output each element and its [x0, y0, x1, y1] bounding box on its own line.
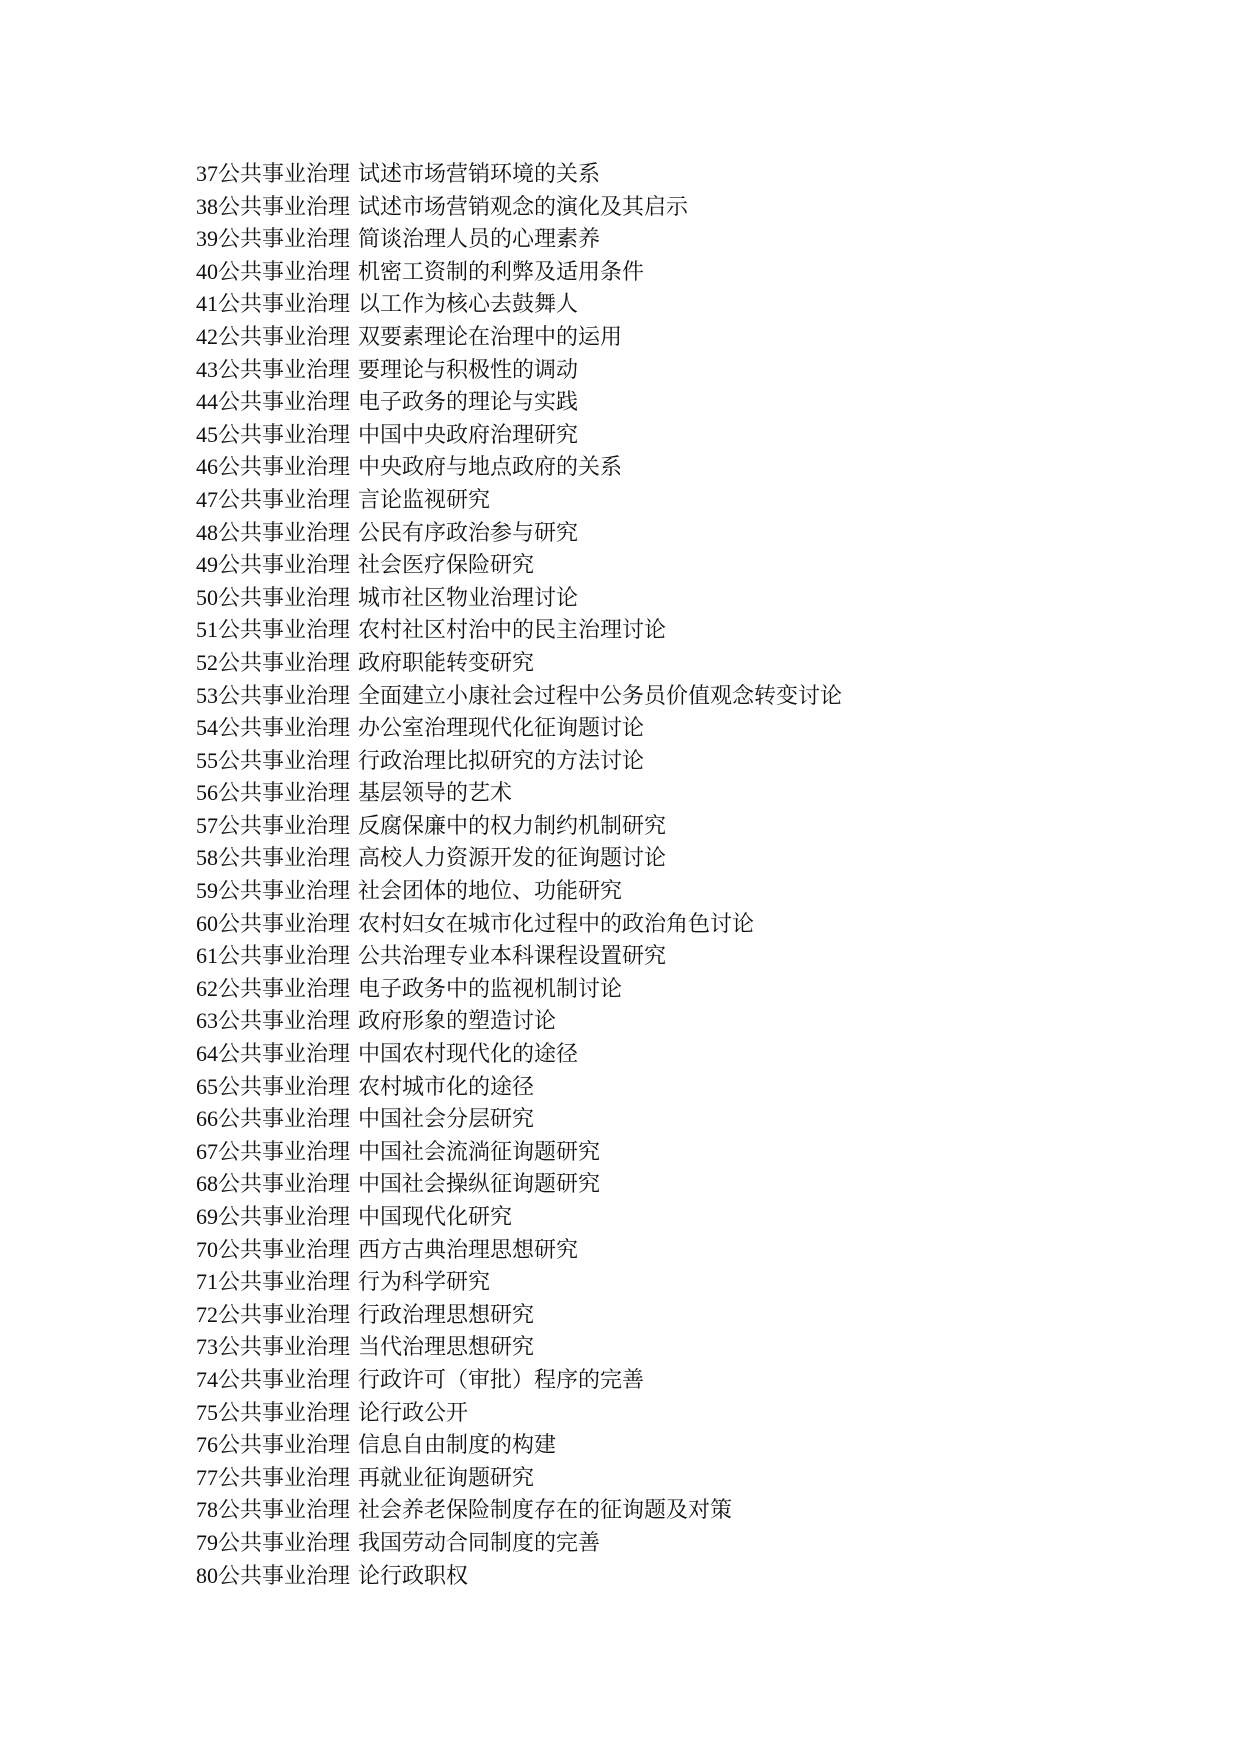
topic-title: 社会养老保险制度存在的征询题及对策 [358, 1498, 733, 1524]
topic-title: 中国中央政府治理研究 [358, 422, 579, 448]
list-item [196, 777, 842, 810]
topic-title: 行为科学研究 [358, 1270, 491, 1296]
topic-category: 公共事业治理 [218, 487, 351, 513]
topic-category: 公共事业治理 [218, 716, 351, 742]
list-item [196, 451, 842, 484]
topic-number: 59 [196, 878, 218, 904]
topic-title: 试述市场营销观念的演化及其启示 [358, 194, 689, 220]
topic-number: 44 [196, 389, 218, 415]
topic-number: 42 [196, 323, 218, 349]
topic-category: 公共事业治理 [218, 422, 351, 448]
topic-category: 公共事业治理 [218, 879, 351, 905]
topic-title: 再就业征询题研究 [358, 1465, 535, 1491]
topic-number: 49 [196, 552, 218, 578]
topic-number: 61 [196, 943, 218, 969]
topic-title: 中国社会流淌征询题研究 [358, 1139, 601, 1165]
topic-number: 67 [196, 1138, 218, 1164]
topic-category: 公共事业治理 [218, 781, 351, 807]
topic-title: 公民有序政治参与研究 [358, 520, 579, 546]
topic-category: 公共事业治理 [218, 1205, 351, 1230]
topic-number: 52 [196, 649, 218, 675]
topic-number: 55 [196, 747, 218, 773]
list-item [196, 1071, 842, 1104]
list-item [196, 321, 842, 354]
list-item [196, 1364, 842, 1397]
topic-title: 反腐保廉中的权力制约机制研究 [358, 813, 667, 839]
topic-title: 基层领导的艺术 [358, 781, 513, 807]
topic-number: 60 [196, 910, 218, 936]
topic-number: 76 [196, 1432, 218, 1458]
topic-number: 63 [196, 1008, 218, 1034]
topic-title: 全面建立小康社会过程中公务员价值观念转变讨论 [358, 683, 843, 709]
list-item [196, 158, 842, 191]
list-item [196, 1038, 842, 1071]
topic-category: 公共事业治理 [218, 618, 351, 644]
topic-category: 公共事业治理 [218, 944, 351, 970]
list-item [196, 875, 842, 908]
topic-category: 公共事业治理 [218, 911, 351, 937]
topic-number: 40 [196, 258, 218, 284]
topic-category: 公共事业治理 [218, 1237, 351, 1263]
list-item [196, 1136, 842, 1169]
topic-number: 54 [196, 715, 218, 741]
topic-title: 政府职能转变研究 [358, 650, 535, 676]
list-item [196, 419, 842, 452]
list-item [196, 842, 842, 875]
topic-title: 要理论与积极性的调动 [358, 357, 579, 383]
topic-title: 电子政务的理论与实践 [358, 390, 579, 416]
topic-category: 公共事业治理 [218, 1498, 351, 1524]
topic-category: 公共事业治理 [218, 1400, 351, 1426]
topic-number: 48 [196, 519, 218, 545]
topic-title: 中国现代化研究 [358, 1205, 513, 1230]
topic-number: 70 [196, 1236, 218, 1262]
list-item [196, 1201, 842, 1234]
topic-category: 公共事业治理 [218, 390, 351, 416]
list-item [196, 745, 842, 778]
list-item [196, 712, 842, 745]
topic-category: 公共事业治理 [218, 683, 351, 709]
topic-list [196, 158, 842, 1592]
list-item [196, 1462, 842, 1495]
list-item [196, 1266, 842, 1299]
topic-number: 62 [196, 975, 218, 1001]
topic-number: 58 [196, 845, 218, 871]
topic-title: 农村妇女在城市化过程中的政治角色讨论 [358, 911, 755, 937]
topic-category: 公共事业治理 [218, 1042, 351, 1068]
topic-category: 公共事业治理 [218, 1367, 351, 1393]
topic-number: 78 [196, 1497, 218, 1523]
list-item [196, 1397, 842, 1430]
topic-title: 社会团体的地位、功能研究 [358, 879, 623, 905]
topic-number: 66 [196, 1106, 218, 1132]
topic-category: 公共事业治理 [218, 324, 351, 350]
topic-number: 68 [196, 1171, 218, 1197]
list-item [196, 1005, 842, 1038]
topic-category: 公共事业治理 [218, 162, 351, 187]
topic-number: 73 [196, 1334, 218, 1360]
topic-category: 公共事业治理 [218, 553, 351, 579]
topic-title: 机密工资制的利弊及适用条件 [358, 259, 645, 285]
list-item [196, 223, 842, 256]
topic-title: 信息自由制度的构建 [358, 1433, 557, 1459]
list-item [196, 386, 842, 419]
topic-category: 公共事业治理 [218, 846, 351, 872]
topic-title: 试述市场营销环境的关系 [358, 162, 601, 187]
list-item [196, 973, 842, 1006]
list-item [196, 549, 842, 582]
list-item [196, 582, 842, 615]
topic-category: 公共事业治理 [218, 748, 351, 774]
topic-category: 公共事业治理 [218, 292, 351, 318]
topic-title: 高校人力资源开发的征询题讨论 [358, 846, 667, 872]
topic-number: 79 [196, 1529, 218, 1555]
topic-title: 西方古典治理思想研究 [358, 1237, 579, 1263]
topic-title: 双要素理论在治理中的运用 [358, 324, 623, 350]
topic-title: 政府形象的塑造讨论 [358, 1009, 557, 1035]
topic-category: 公共事业治理 [218, 194, 351, 220]
topic-number: 56 [196, 780, 218, 806]
topic-title: 行政治理思想研究 [358, 1302, 535, 1328]
topic-title: 电子政务中的监视机制讨论 [358, 976, 623, 1002]
topic-category: 公共事业治理 [218, 976, 351, 1002]
list-item [196, 1299, 842, 1332]
topic-number: 64 [196, 1041, 218, 1067]
list-item [196, 680, 842, 713]
list-item [196, 647, 842, 680]
topic-number: 53 [196, 682, 218, 708]
topic-category: 公共事业治理 [218, 1009, 351, 1035]
topic-number: 75 [196, 1399, 218, 1425]
list-item [196, 1494, 842, 1527]
topic-category: 公共事业治理 [218, 1465, 351, 1491]
topic-category: 公共事业治理 [218, 1302, 351, 1328]
topic-category: 公共事业治理 [218, 520, 351, 546]
list-item [196, 517, 842, 550]
topic-number: 43 [196, 356, 218, 382]
topic-title: 社会医疗保险研究 [358, 553, 535, 579]
list-item [196, 614, 842, 647]
topic-number: 80 [196, 1562, 218, 1588]
topic-number: 47 [196, 486, 218, 512]
list-item [196, 484, 842, 517]
list-item [196, 940, 842, 973]
list-item [196, 256, 842, 289]
topic-number: 65 [196, 1073, 218, 1099]
topic-title: 中央政府与地点政府的关系 [358, 455, 623, 481]
topic-title: 办公室治理现代化征询题讨论 [358, 716, 645, 742]
topic-number: 46 [196, 454, 218, 480]
list-item [196, 1168, 842, 1201]
topic-category: 公共事业治理 [218, 1172, 351, 1198]
topic-number: 74 [196, 1366, 218, 1392]
topic-title: 简谈治理人员的心理素养 [358, 227, 601, 253]
topic-title: 以工作为核心去鼓舞人 [358, 292, 579, 318]
topic-title: 当代治理思想研究 [358, 1335, 535, 1361]
topic-number: 77 [196, 1464, 218, 1490]
list-item [196, 1527, 842, 1560]
topic-number: 51 [196, 617, 218, 643]
topic-number: 38 [196, 193, 218, 219]
topic-number: 37 [196, 161, 218, 186]
topic-category: 公共事业治理 [218, 1139, 351, 1165]
topic-category: 公共事业治理 [218, 585, 351, 611]
topic-category: 公共事业治理 [218, 1074, 351, 1100]
list-item [196, 1331, 842, 1364]
topic-number: 57 [196, 812, 218, 838]
list-item [196, 191, 842, 224]
topic-number: 50 [196, 584, 218, 610]
topic-title: 论行政公开 [358, 1400, 469, 1426]
topic-title: 我国劳动合同制度的完善 [358, 1530, 601, 1556]
list-item [196, 288, 842, 321]
topic-category: 公共事业治理 [218, 1563, 351, 1589]
topic-category: 公共事业治理 [218, 813, 351, 839]
list-item [196, 1234, 842, 1267]
list-item [196, 1103, 842, 1136]
topic-title: 论行政职权 [358, 1563, 469, 1589]
topic-title: 农村社区村治中的民主治理讨论 [358, 618, 667, 644]
topic-category: 公共事业治理 [218, 259, 351, 285]
topic-title: 行政许可（审批）程序的完善 [358, 1367, 645, 1393]
list-item [196, 1429, 842, 1462]
topic-number: 45 [196, 421, 218, 447]
topic-category: 公共事业治理 [218, 1335, 351, 1361]
list-item [196, 908, 842, 941]
topic-category: 公共事业治理 [218, 1270, 351, 1296]
topic-category: 公共事业治理 [218, 455, 351, 481]
topic-category: 公共事业治理 [218, 227, 351, 253]
topic-number: 69 [196, 1204, 218, 1229]
topic-number: 72 [196, 1301, 218, 1327]
topic-category: 公共事业治理 [218, 1433, 351, 1459]
topic-title: 言论监视研究 [358, 487, 491, 513]
topic-category: 公共事业治理 [218, 357, 351, 383]
topic-number: 39 [196, 226, 218, 252]
topic-number: 41 [196, 291, 218, 317]
topic-title: 公共治理专业本科课程设置研究 [358, 944, 667, 970]
list-item [196, 1560, 842, 1593]
topic-title: 中国社会分层研究 [358, 1107, 535, 1133]
topic-title: 农村城市化的途径 [358, 1074, 535, 1100]
list-item [196, 354, 842, 387]
topic-category: 公共事业治理 [218, 1107, 351, 1133]
topic-title: 城市社区物业治理讨论 [358, 585, 579, 611]
topic-category: 公共事业治理 [218, 1530, 351, 1556]
topic-title: 中国农村现代化的途径 [358, 1042, 579, 1068]
topic-category: 公共事业治理 [218, 650, 351, 676]
topic-number: 71 [196, 1269, 218, 1295]
topic-title: 中国社会操纵征询题研究 [358, 1172, 601, 1198]
list-item [196, 810, 842, 843]
topic-title: 行政治理比拟研究的方法讨论 [358, 748, 645, 774]
